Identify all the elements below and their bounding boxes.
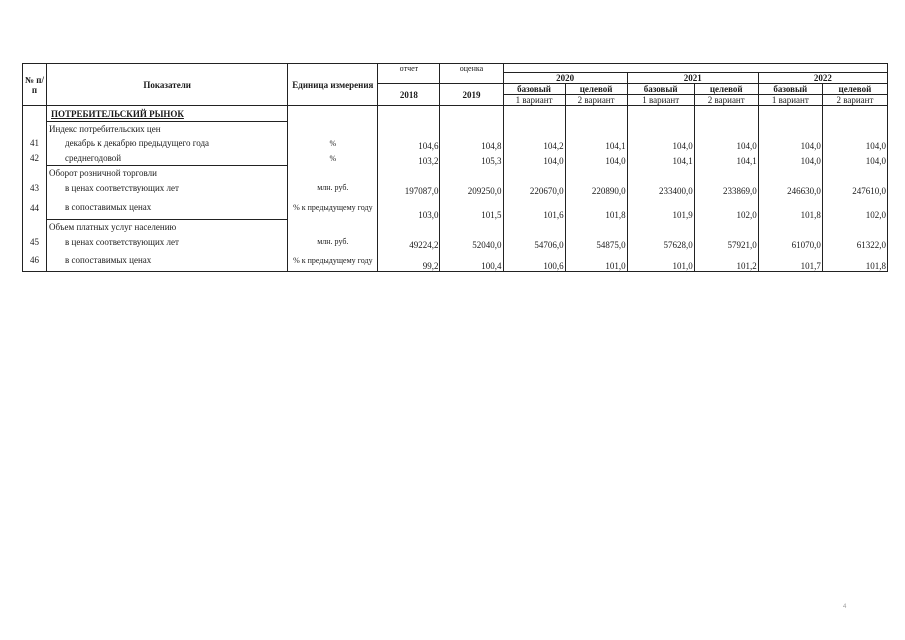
cell-value: 52040,0 [440,234,503,250]
cell-value: 101,7 [758,250,822,272]
cell-value: 209250,0 [440,180,503,196]
cell-value: 57628,0 [627,234,694,250]
cell-value: 101,9 [627,196,694,220]
header-base: базовый [627,84,694,95]
cell-value: 104,1 [565,136,627,151]
header-year-2021: 2021 [627,73,758,84]
row-name: среднегодовой [47,151,288,166]
cell-value: 104,1 [694,151,758,166]
row-name: декабрь к декабрю предыдущего года [47,136,288,151]
cell-value: 101,8 [565,196,627,220]
group-retail: Оборот розничной торговли [47,166,288,180]
row-number: 42 [23,151,47,166]
row-number: 46 [23,250,47,272]
header-target: целевой [694,84,758,95]
header-year-2022: 2022 [758,73,887,84]
header-year-2020: 2020 [503,73,627,84]
cell-value: 233869,0 [694,180,758,196]
cell-value: 100,4 [440,250,503,272]
cell-value: 99,2 [378,250,440,272]
cell-value: 104,6 [378,136,440,151]
cell-value: 103,0 [378,196,440,220]
row-number: 44 [23,196,47,220]
header-variant-1: 1 вариант [627,95,694,106]
header-variant-1: 1 вариант [758,95,822,106]
header-2019: 2019 [440,84,503,106]
header-num: № п/п [23,64,47,106]
row-number: 41 [23,136,47,151]
cell-value: 101,6 [503,196,565,220]
row-unit: % [288,136,378,151]
cell-value: 233400,0 [627,180,694,196]
header-report: отчет [378,64,440,84]
cell-value: 101,2 [694,250,758,272]
cell-value: 104,0 [565,151,627,166]
table-row [23,136,888,151]
table-row [23,180,888,196]
cell-value: 104,0 [694,136,758,151]
header-2018: 2018 [378,84,440,106]
row-unit: млн. руб. [288,180,378,196]
cell-value: 104,0 [758,151,822,166]
table-row [23,151,888,166]
cell-value: 104,0 [822,151,887,166]
cell-value: 100,6 [503,250,565,272]
table-row [23,234,888,250]
row-name: в сопоставимых ценах [47,196,288,220]
cell-value: 104,0 [822,136,887,151]
header-variant-2: 2 вариант [565,95,627,106]
cell-value: 54875,0 [565,234,627,250]
cell-value: 101,8 [822,250,887,272]
table-row [23,250,888,272]
cell-value: 246630,0 [758,180,822,196]
header-estimate: оценка [440,64,503,84]
header-variant-1: 1 вариант [503,95,565,106]
row-number: 45 [23,234,47,250]
header-variant-2: 2 вариант [694,95,758,106]
cell-value: 220890,0 [565,180,627,196]
cell-value: 49224,2 [378,234,440,250]
cell-value: 104,0 [758,136,822,151]
row-name: в ценах соответствующих лет [47,180,288,196]
row-name: в ценах соответствующих лет [47,234,288,250]
row-unit: % [288,151,378,166]
cell-value: 104,0 [503,151,565,166]
cell-value: 105,3 [440,151,503,166]
cell-value: 104,1 [627,151,694,166]
cell-value: 61070,0 [758,234,822,250]
cell-value: 104,0 [627,136,694,151]
cell-value: 61322,0 [822,234,887,250]
cell-value: 220670,0 [503,180,565,196]
cell-value: 101,0 [565,250,627,272]
row-unit: млн. руб. [288,234,378,250]
group-services: Объем платных услуг населению [47,220,288,234]
header-unit: Единица измерения [288,64,378,106]
row-name: в сопоставимых ценах [47,250,288,272]
cell-value: 103,2 [378,151,440,166]
header-target: целевой [565,84,627,95]
row-unit: % к предыдущему году [288,196,378,220]
page-mark: 4 [843,604,847,610]
header-base: базовый [503,84,565,95]
cell-value: 101,5 [440,196,503,220]
cell-value: 101,0 [627,250,694,272]
header-indicators: Показатели [47,64,288,106]
header-variant-2: 2 вариант [822,95,887,106]
row-number: 43 [23,180,47,196]
header-blank [503,64,888,73]
cell-value: 101,8 [758,196,822,220]
row-unit: % к предыдущему году [288,250,378,272]
consumer-market-table [22,63,888,272]
cell-value: 104,2 [503,136,565,151]
cell-value: 104,8 [440,136,503,151]
group-price-index: Индекс потребительских цен [47,122,288,136]
cell-value: 102,0 [694,196,758,220]
cell-value: 247610,0 [822,180,887,196]
cell-value: 102,0 [822,196,887,220]
header-target: целевой [822,84,887,95]
cell-value: 197087,0 [378,180,440,196]
cell-value: 57921,0 [694,234,758,250]
section-title: ПОТРЕБИТЕЛЬСКИЙ РЫНОК [47,106,288,122]
cell-value: 54706,0 [503,234,565,250]
table-row [23,196,888,220]
header-base: базовый [758,84,822,95]
